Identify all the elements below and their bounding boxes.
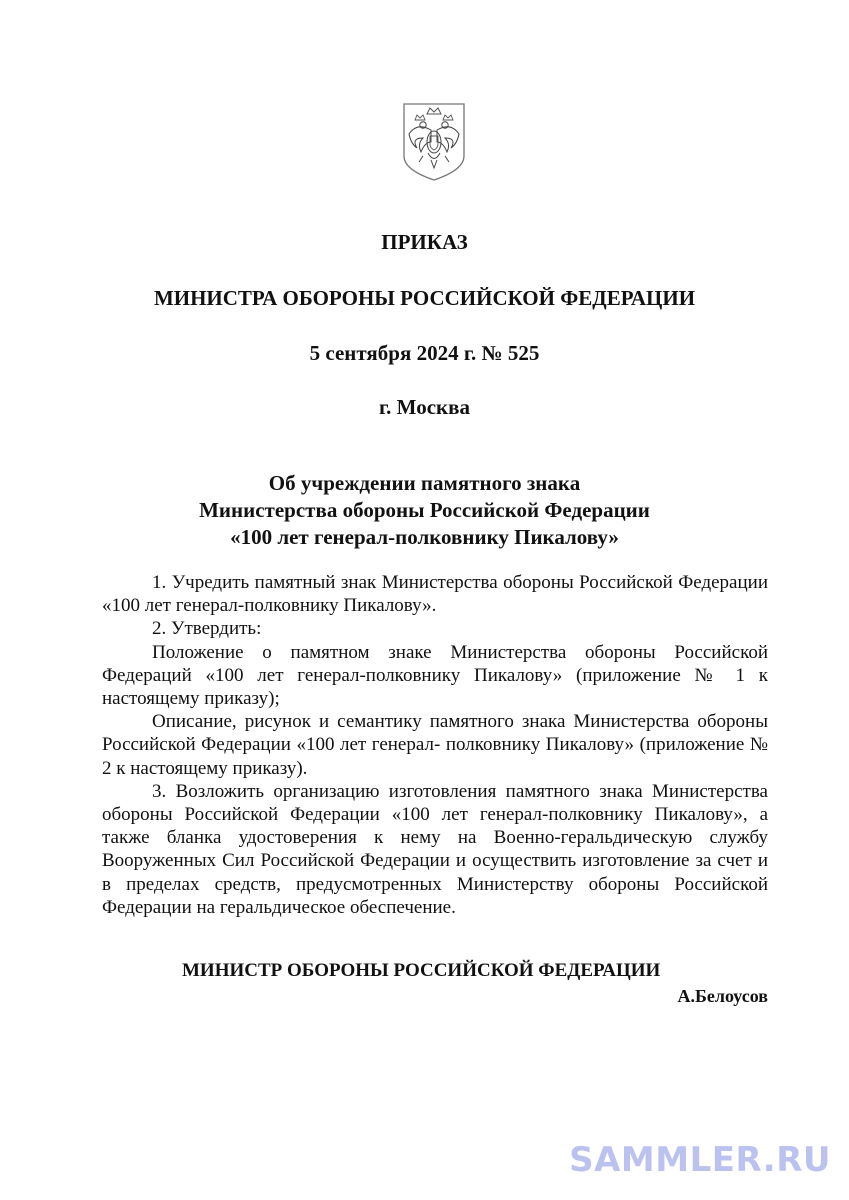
body-paragraph: Описание, рисунок и семантику памятного знака Министерства обороны Российской Федерации «100 лет генерал- полковнику Пикалову» (приложение № 2 к настоящему приказу).: [102, 711, 768, 779]
body-paragraph: Положение о памятном знаке Министерства обороны Российской Федераций «100 лет генерал-полковнику Пикалову» (приложение № 1 к настоящему приказу);: [102, 641, 768, 710]
order-title: ПРИКАЗ: [381, 230, 468, 254]
signature-name: А.Белоусов: [677, 986, 768, 1006]
body-paragraph: 1. Учредить памятный знак Министерства обороны Российской Федерации «100 лет генерал-полковнику Пикалову».: [102, 572, 768, 617]
order-issuer: МИНИСТРА ОБОРОНЫ РОССИЙСКОЙ ФЕДЕРАЦИИ: [153, 286, 696, 310]
subject-line: «100 лет генерал-полковнику Пикалову»: [230, 525, 619, 549]
order-city: г. Москва: [379, 395, 470, 419]
order-body: [102, 571, 768, 919]
subject-line: Министерства обороны Российской Федерации: [199, 498, 650, 522]
coat-of-arms-icon: [401, 100, 467, 182]
subject-line: Об учреждении памятного знака: [268, 471, 581, 495]
order-date-number: 5 сентября 2024 г. № 525: [309, 341, 540, 365]
body-paragraph: 3. Возложить организацию изготовления памятного знака Министерства обороны Российской Федерации «100 лет генерал-полковнику Пикалову», а также бланка удостоверения к нему на Военно-геральдическую службу Вооруженных Сил Российской Федерации и осуществить изготовление за счет и в пределах средств, предусмотренных Министерству обороны Российской Федерации на геральдическое обеспечение.: [102, 780, 768, 918]
order-subject: [0, 470, 849, 551]
body-paragraph: 2. Утвердить:: [152, 618, 262, 640]
signature-title: МИНИСТР ОБОРОНЫ РОССИЙСКОЙ ФЕДЕРАЦИИ: [182, 960, 661, 981]
watermark: SAMMLER.RU: [569, 1140, 831, 1180]
